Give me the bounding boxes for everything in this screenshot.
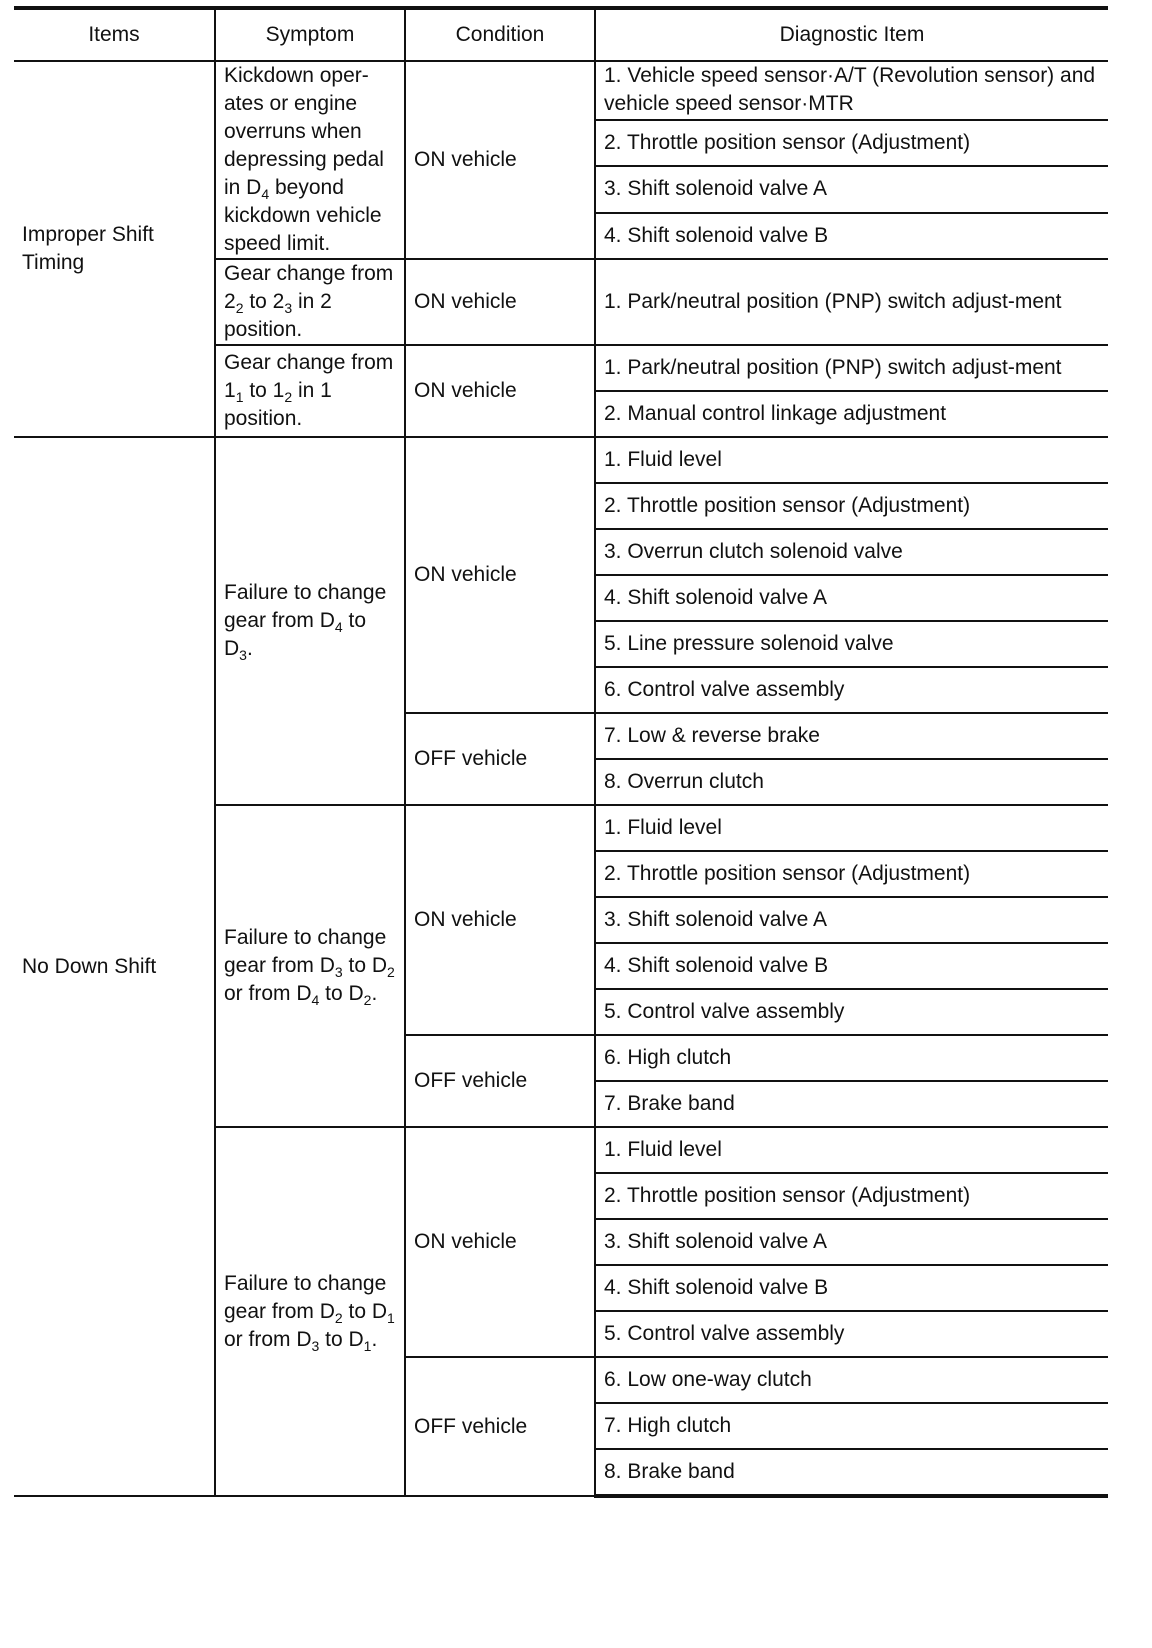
diagnostic-item-cell: 4. Shift solenoid valve A xyxy=(595,575,1108,621)
header-items: Items xyxy=(14,8,215,61)
diagnostic-item-cell: 5. Control valve assembly xyxy=(595,989,1108,1035)
diagnostic-item-cell: 7. High clutch xyxy=(595,1403,1108,1449)
diagnostic-item-cell: 1. Park/neutral position (PNP) switch adjust-ment xyxy=(595,345,1108,391)
diagnostic-item-cell: 3. Shift solenoid valve A xyxy=(595,897,1108,943)
condition-cell: OFF vehicle xyxy=(405,1035,595,1127)
diagnostic-item-cell: 2. Throttle position sensor (Adjustment) xyxy=(595,483,1108,529)
header-row xyxy=(14,8,1108,61)
symptom-cell: Kickdown oper-ates or engine overruns when depressing pedal in $D_4$ beyond kickdown vehicle speed limit. xyxy=(215,61,405,259)
condition-cell: OFF vehicle xyxy=(405,1357,595,1496)
diagnostic-item-cell: 1. Fluid level xyxy=(595,437,1108,483)
diagnostic-item-cell: 7. Low & reverse brake xyxy=(595,713,1108,759)
table-row xyxy=(14,437,1108,483)
condition-cell: ON vehicle xyxy=(405,1127,595,1357)
diagnostic-item-cell: 3. Shift solenoid valve A xyxy=(595,1219,1108,1265)
condition-cell: ON vehicle xyxy=(405,61,595,259)
diagnostic-item-cell: 7. Brake band xyxy=(595,1081,1108,1127)
header-symptom: Symptom xyxy=(215,8,405,61)
diagnostic-item-cell: 4. Shift solenoid valve B xyxy=(595,1265,1108,1311)
diagnostic-item-cell: 1. Fluid level xyxy=(595,805,1108,851)
diagnostic-item-cell: 1. Park/neutral position (PNP) switch adjust-ment xyxy=(595,259,1108,345)
table-body xyxy=(14,61,1108,1496)
condition-cell: ON vehicle xyxy=(405,259,595,345)
item-cell: No Down Shift xyxy=(14,437,215,1496)
diagnostic-item-cell: 3. Overrun clutch solenoid valve xyxy=(595,529,1108,575)
symptom-cell: Gear change from $2_2$ to $2_3$ in 2 position. xyxy=(215,259,405,345)
diagnostic-item-cell: 6. Low one-way clutch xyxy=(595,1357,1108,1403)
diagnostic-item-cell: 1. Fluid level xyxy=(595,1127,1108,1173)
diagnostic-item-cell: 2. Manual control linkage adjustment xyxy=(595,391,1108,437)
symptom-cell: Gear change from $1_1$ to $1_2$ in 1 position. xyxy=(215,345,405,437)
symptom-cell: Failure to change gear from $D_3$ to $D_2$ or from $D_4$ to $D_2$. xyxy=(215,805,405,1127)
header-condition: Condition xyxy=(405,8,595,61)
table-row xyxy=(14,61,1108,120)
condition-cell: ON vehicle xyxy=(405,437,595,713)
diagnostic-item-cell: 2. Throttle position sensor (Adjustment) xyxy=(595,851,1108,897)
diagnostic-item-cell: 6. Control valve assembly xyxy=(595,667,1108,713)
header-diagnostic-item: Diagnostic Item xyxy=(595,8,1108,61)
condition-cell: ON vehicle xyxy=(405,805,595,1035)
diagnostic-item-cell: 6. High clutch xyxy=(595,1035,1108,1081)
item-cell: Improper Shift Timing xyxy=(14,61,215,437)
diagnostic-item-cell: 4. Shift solenoid valve B xyxy=(595,943,1108,989)
symptom-cell: Failure to change gear from $D_4$ to $D_3$. xyxy=(215,437,405,805)
diagnostic-item-cell: 5. Control valve assembly xyxy=(595,1311,1108,1357)
symptom-cell: Failure to change gear from $D_2$ to $D_1$ or from $D_3$ to $D_1$. xyxy=(215,1127,405,1496)
diagnostic-item-cell: 5. Line pressure solenoid valve xyxy=(595,621,1108,667)
diagnostic-item-cell: 1. Vehicle speed sensor·A/T (Revolution sensor) and vehicle speed sensor·MTR xyxy=(595,61,1108,120)
diagnostic-item-cell: 2. Throttle position sensor (Adjustment) xyxy=(595,1173,1108,1219)
diagnostic-item-cell: 8. Brake band xyxy=(595,1449,1108,1496)
diagnostic-item-cell: 3. Shift solenoid valve A xyxy=(595,166,1108,212)
diagnostic-table xyxy=(14,6,1108,1498)
diagnostic-item-cell: 2. Throttle position sensor (Adjustment) xyxy=(595,120,1108,166)
condition-cell: OFF vehicle xyxy=(405,713,595,805)
condition-cell: ON vehicle xyxy=(405,345,595,437)
diagnostic-item-cell: 4. Shift solenoid valve B xyxy=(595,213,1108,259)
diagnostic-item-cell: 8. Overrun clutch xyxy=(595,759,1108,805)
